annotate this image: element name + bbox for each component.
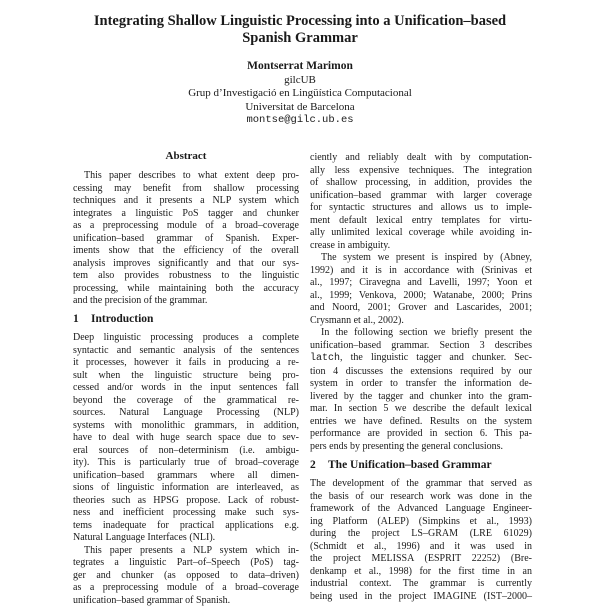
body-line: as a preprocessing module of a broad–coverage <box>73 582 299 595</box>
body-line: being used in the project IMAGINE (IST–2000– <box>310 591 532 604</box>
body-line: unification–based grammar of Spanish. <box>73 595 299 607</box>
body-line: pers ends by presenting the general conclusions. <box>310 441 532 454</box>
body-line: of shallow processing, in addition, provides the <box>310 177 532 190</box>
author-affiliation-university: Universitat de Barcelona <box>100 101 500 115</box>
abstract-line: and the precision of the grammar. <box>73 295 299 308</box>
introduction-body <box>73 332 299 607</box>
body-line: tems inadequate for practical applications e.g. <box>73 520 299 533</box>
body-line: for syntactic structures and allows us to imple- <box>310 202 532 215</box>
body-line-rest: , the linguistic tagger and chunker. Sec- <box>340 352 532 363</box>
body-line: Crysmann et al., 2002). <box>310 315 532 328</box>
body-line: beyond the coverage of the grammatical re- <box>73 395 299 408</box>
abstract-line: processing, while maintaining both the accuracy <box>73 283 299 296</box>
title-line-1: Integrating Shallow Linguistic Processing into a Unification–based <box>40 13 560 30</box>
body-line: syntactic and semantic analysis of the sentences <box>73 345 299 358</box>
body-line: cessed and/or words in the input sentences fall <box>73 382 299 395</box>
body-line: ness and inefficient processing make such sys- <box>73 507 299 520</box>
abstract-line: techniques and it presents a NLP system which <box>73 195 299 208</box>
body-line: ally less expensive techniques. The integration <box>310 165 532 178</box>
body-line: tion 4 discusses the extensions required by our <box>310 366 532 379</box>
body-line: framework of the Advanced Language Engineer- <box>310 503 532 516</box>
body-line: 1992) and it is in accordance with (Srinivas et <box>310 265 532 278</box>
body-line: In the following section we briefly present the <box>310 327 532 340</box>
body-line: The system we present is inspired by (Abney, <box>310 252 532 265</box>
body-line: ger and chunker (as opposed to data–driven) <box>73 570 299 583</box>
body-line: it processes, however it fails in producing a re- <box>73 357 299 370</box>
abstract-line: iments show that the efficiency of the overall <box>73 245 299 258</box>
abstract-heading: Abstract <box>73 150 299 162</box>
author-email: montse@gilc.ub.es <box>100 114 500 128</box>
body-line: during the project LS–GRAM (LRE 61029) <box>310 528 532 541</box>
body-line: have to deal with huge search space due to sev- <box>73 432 299 445</box>
body-line: This paper presents a NLP system which in- <box>73 545 299 558</box>
body-line: unification–based grammar. Section 3 describes <box>310 340 532 353</box>
abstract-line: unification–based grammar of Spanish. Exper- <box>73 233 299 246</box>
body-line: systems with monolithic grammars, in addition, <box>73 420 299 433</box>
author-affiliation-group: gilcUB <box>100 74 500 88</box>
section-heading-grammar <box>310 459 492 471</box>
abstract-line: as a preprocessing module of a broad–coverage <box>73 220 299 233</box>
body-line: ally unlimited lexical coverage while avoiding in- <box>310 227 532 240</box>
body-line: sions of linguistic information are interleaved, as <box>73 482 299 495</box>
body-line: sult when the linguistic structure being pro- <box>73 370 299 383</box>
paper-title <box>40 13 560 47</box>
body-line: entries we have defined. Results on the system <box>310 416 532 429</box>
body-line: (Schmidt et al., 1996) and it was used in <box>310 541 532 554</box>
body-line: theories such as HPSG propose. Lack of robust- <box>73 495 299 508</box>
section-number: 2 <box>310 459 328 471</box>
body-line: The development of the grammar that served as <box>310 478 532 491</box>
body-line: al., 1997; Ciravegna and Lavelli, 1997; Yoon et <box>310 277 532 290</box>
body-line: ity). This is particularly true of broad–coverage <box>73 457 299 470</box>
section-title: The Unification–based Grammar <box>328 459 492 471</box>
abstract-body <box>73 170 299 308</box>
abstract-line: cessing may benefit from shallow processing <box>73 183 299 196</box>
body-line: denkamp et al., 1998) for the first time in an <box>310 566 532 579</box>
body-line: eral sources of non–determinism (i.e. ambigu- <box>73 445 299 458</box>
body-line: Deep linguistic processing produces a complete <box>73 332 299 345</box>
body-line: the project MELISSA (ESPRIT 22252) (Bre- <box>310 553 532 566</box>
body-line: system in order to transfer the information de- <box>310 378 532 391</box>
body-line: industrial context. The grammar is currently <box>310 578 532 591</box>
abstract-line: This paper describes to what extent deep pro- <box>73 170 299 183</box>
body-line: Natural Language Interfaces (NLI). <box>73 532 299 545</box>
body-line: sources. Natural Language Processing (NLP) <box>73 407 299 420</box>
body-line: crease in ambiguity. <box>310 240 532 253</box>
body-line: unification–based grammars where all dimen- <box>73 470 299 483</box>
author-affiliation-lab: Grup d’Investigació en Lingüística Computacional <box>100 87 500 101</box>
section-title: Introduction <box>91 313 153 325</box>
body-line-with-code <box>310 352 532 366</box>
body-line: tegrates a linguistic Part–of–Speech (PoS) tag- <box>73 557 299 570</box>
body-line: the basis of our research work was done in the <box>310 491 532 504</box>
body-line: ment default lexical entry templates for virtu- <box>310 215 532 228</box>
title-line-2: Spanish Grammar <box>40 30 560 47</box>
grammar-section-body <box>310 478 532 603</box>
body-line: al., 1999; Venkova, 2000; Watanabe, 2000; Prins <box>310 290 532 303</box>
author-name: Montserrat Marimon <box>100 60 500 74</box>
abstract-line: analysis improves significantly and that our sys- <box>73 258 299 271</box>
section-heading-introduction <box>73 313 153 325</box>
section-number: 1 <box>73 313 91 325</box>
body-line: and Noord, 2001; Grover and Lascarides, 2001; <box>310 302 532 315</box>
right-column-body <box>310 152 532 453</box>
author-block <box>100 60 500 128</box>
body-line: ing Platform (ALEP) (Simpkins et al., 1993) <box>310 516 532 529</box>
body-line: performance are provided in section 6. This pa- <box>310 428 532 441</box>
body-line: ciently and reliably dealt with by computation- <box>310 152 532 165</box>
body-line: mar. In section 5 we describe the default lexical <box>310 403 532 416</box>
body-line: unification–based grammar with larger coverage <box>310 190 532 203</box>
code-latch: latch <box>310 353 340 364</box>
abstract-line: tem also provides robustness to the linguistic <box>73 270 299 283</box>
abstract-line: integrates a linguistic PoS tagger and chunker <box>73 208 299 221</box>
body-line: livered by the tagger and chunker into the gram- <box>310 391 532 404</box>
